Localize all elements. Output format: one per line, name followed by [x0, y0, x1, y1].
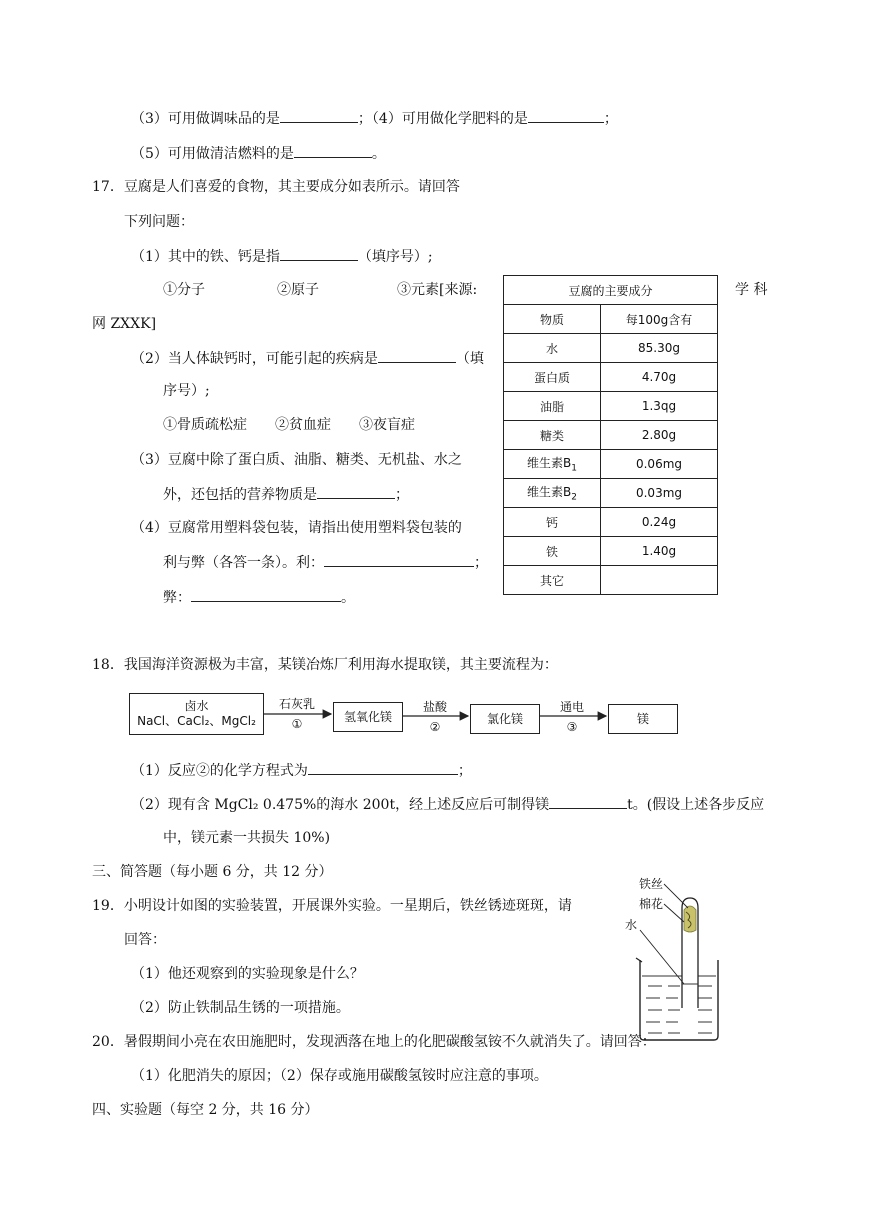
flow-box-mg-chloride: 氯化镁 — [470, 704, 540, 734]
pointer-cotton — [664, 904, 684, 922]
q17-option-2: ②原子 — [277, 282, 319, 298]
section-4-heading: 四、实验题（每空 2 分，共 16 分） — [92, 1102, 319, 1118]
source-note: 学 科 — [735, 282, 768, 298]
table-row: 维生素$B_1$ 0.06mg — [504, 450, 718, 479]
q16-line5: （5）可用做清洁燃料的是 。 — [131, 143, 386, 164]
q18-part1: （1）反应②的化学方程式为 ； — [131, 760, 472, 781]
q18-part2: （2）现有含 MgCl₂ 0.475%的海水 200t，经上述反应后可制得镁 t。(假设上述各步反应 — [131, 794, 764, 815]
label-water: 水 — [624, 918, 637, 932]
label-cotton: 棉花 — [638, 897, 663, 911]
arrow-1-reagent: 石灰乳 — [278, 697, 315, 711]
q17-part2-b: 序号）; — [163, 383, 210, 399]
q17-part2-options: ①骨质疏松症 ②贫血症 ③夜盲症 — [163, 417, 415, 433]
q18-part2-b: 中，镁元素一共损失 10%) — [163, 830, 331, 846]
q20-part1: （1）化肥消失的原因；（2）保存或施用碳酸氢铵时应注意的事项。 — [131, 1068, 548, 1084]
table-header: 物质 每100g含有 — [504, 305, 718, 334]
rust-experiment-figure — [618, 868, 738, 1044]
answer-blank[interactable] — [549, 794, 627, 809]
q17-option-1: ①分子 — [163, 282, 205, 298]
q17-part3: （3）豆腐中除了蛋白质、油脂、糖类、无机盐、水之 — [131, 452, 462, 468]
table-row: 钙 0.24g — [504, 508, 718, 537]
flow-box-magnesium: 镁 — [608, 704, 678, 734]
q20-stem: 20．暑假期间小亮在农田施肥时，发现洒落在地上的化肥碳酸氢铵不久就消失了。请回答： — [92, 1034, 656, 1050]
q17-part3-b: 外，还包括的营养物质是 ； — [163, 484, 409, 505]
beaker — [640, 960, 718, 1040]
arrow-2-step: ② — [429, 720, 441, 734]
table-row: 蛋白质 4.70g — [504, 363, 718, 392]
arrow-1-step: ① — [291, 717, 303, 731]
source-note-2: 网 ZXXK] — [92, 316, 157, 332]
pointer-wire — [664, 884, 688, 908]
q19-stem: 19．小明设计如图的实验装置，开展课外实验。一星期后，铁丝锈迹斑斑，请 — [92, 898, 572, 914]
q16-line3: （3）可用做调味品的是 ；（4）可用做化学肥料的是 ； — [131, 108, 618, 129]
label-iron-wire: 铁丝 — [638, 877, 663, 891]
section-3-heading: 三、简答题（每小题 6 分，共 12 分） — [92, 864, 333, 880]
arrow-3-condition: 通电 — [559, 700, 584, 714]
water-surface — [642, 976, 716, 1033]
table-row: 铁 1.40g — [504, 537, 718, 566]
cotton-with-iron-wire — [684, 906, 696, 932]
q17-stem2: 下列问题： — [124, 214, 194, 230]
q17-option-3: ③元素[来源: — [397, 282, 478, 298]
arrow-3-step: ③ — [566, 720, 578, 734]
arrow-2-reagent: 盐酸 — [422, 700, 447, 714]
table-row: 水 85.30g — [504, 334, 718, 363]
q17-part2: （2）当人体缺钙时，可能引起的疾病是 （填 — [131, 348, 484, 369]
answer-blank[interactable] — [308, 760, 458, 775]
q17-stem: 17．豆腐是人们喜爱的食物，其主要成分如表所示。请回答 — [92, 179, 460, 195]
q17-part1: （1）其中的铁、钙是指 （填序号）; — [131, 246, 433, 267]
beaker-lip — [636, 958, 642, 962]
q18-stem: 18．我国海洋资源极为丰富，某镁冶炼厂利用海水提取镁，其主要流程为： — [92, 657, 558, 673]
table-row: 维生素$B_2$ 0.03mg — [504, 479, 718, 508]
q17-part4-b: 利与弊（各答一条）。利： ； — [163, 552, 488, 573]
table-title: 豆腐的主要成分 — [504, 276, 718, 305]
table-row: 其它 — [504, 566, 718, 595]
q17-part4: （4）豆腐常用塑料袋包装，请指出使用塑料袋包装的 — [131, 520, 462, 536]
flow-box-mg-hydroxide: 氢氧化镁 — [333, 702, 403, 732]
flow-box-brine: 卤水 NaCl、CaCl₂、MgCl₂ — [129, 693, 264, 735]
q19-part1: （1）他还观察到的实验现象是什么？ — [131, 966, 364, 982]
table-row: 糖类 2.80g — [504, 421, 718, 450]
table-row: 油脂 1.3qg — [504, 392, 718, 421]
q17-part4-c: 弊： 。 — [163, 587, 355, 608]
q19-part2: （2）防止铁制品生锈的一项措施。 — [131, 1000, 350, 1016]
q19-stem2: 回答： — [124, 932, 166, 948]
